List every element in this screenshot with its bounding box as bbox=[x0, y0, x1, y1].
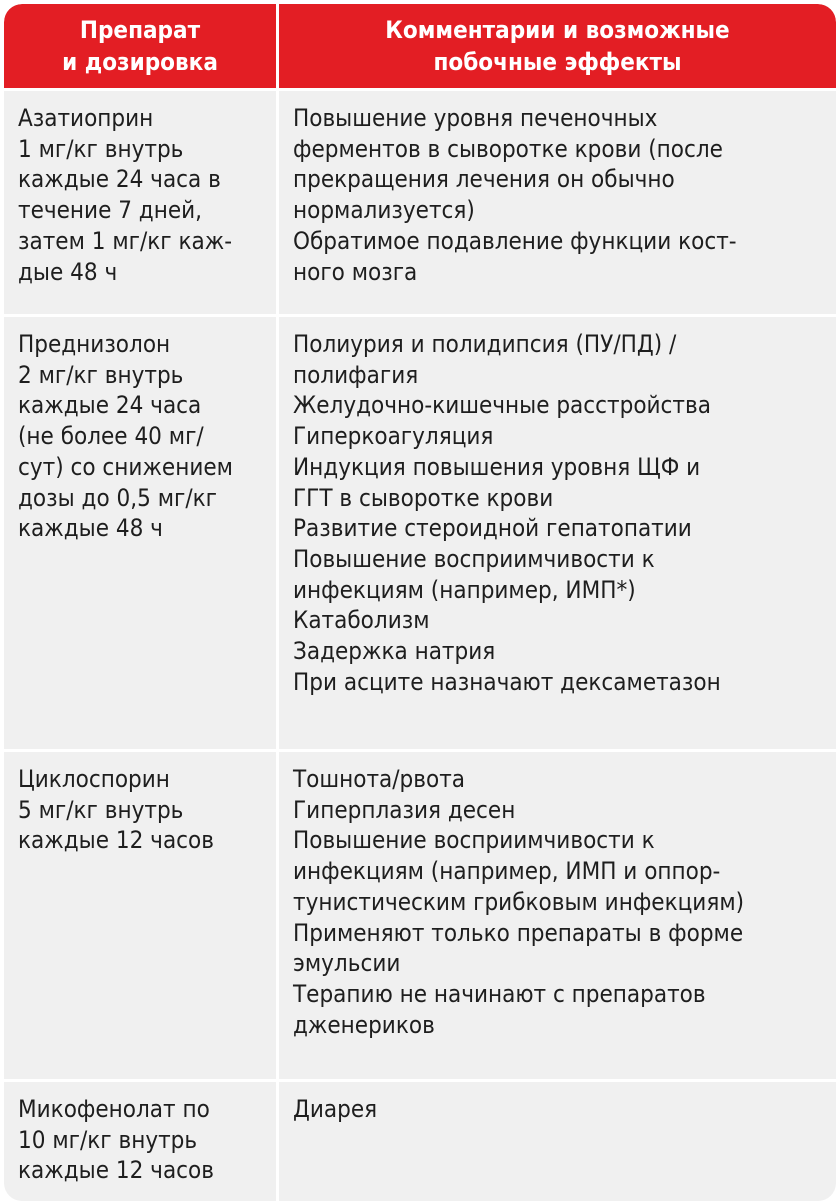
side-effect-line: Повышение восприимчивости к bbox=[293, 544, 655, 573]
drug-dosage-line: 1 мг/кг внутрь bbox=[18, 134, 184, 163]
drug-dosage-cell bbox=[4, 88, 279, 314]
side-effect-line: Диарея bbox=[293, 1095, 378, 1123]
side-effect-line: эмульсии bbox=[293, 949, 401, 978]
drug-dosage-line: каждые 24 часа в bbox=[18, 165, 221, 194]
drug-dosage-line: 5 мг/кг внутрь bbox=[18, 795, 184, 824]
drug-dosage-line: Циклоспорин bbox=[18, 765, 170, 793]
side-effect-line: Повышение восприимчивости к bbox=[293, 826, 655, 855]
table-row bbox=[4, 749, 836, 1079]
drug-dosage-cell bbox=[4, 314, 279, 749]
drug-dosage-line: каждые 48 ч bbox=[18, 514, 163, 543]
side-effect-line: полифагия bbox=[293, 360, 419, 389]
side-effect-line: Применяют только препараты в форме bbox=[293, 918, 744, 947]
side-effect-line: Желудочно-кишечные расстройства bbox=[293, 391, 711, 420]
header-text: побочные эффекты bbox=[433, 48, 682, 76]
drug-dosage-table bbox=[4, 4, 836, 1201]
side-effect-line: прекращения лечения он обычно bbox=[293, 165, 675, 194]
drug-dosage-line: 2 мг/кг внутрь bbox=[18, 360, 184, 389]
side-effect-line: ГГТ в сыворотке крови bbox=[293, 483, 554, 512]
header-text: и дозировка bbox=[62, 48, 218, 76]
header-drug-dosage bbox=[4, 4, 279, 88]
drug-dosage-line: каждые 12 часов bbox=[18, 1156, 214, 1185]
side-effect-line: инфекциям (например, ИМП*) bbox=[293, 575, 636, 604]
drug-dosage-line: затем 1 мг/кг каж- bbox=[18, 226, 232, 255]
side-effect-line: Обратимое подавление функции кост- bbox=[293, 226, 737, 255]
header-text: Комментарии и возможные bbox=[385, 16, 730, 44]
side-effect-line: нормализуется) bbox=[293, 196, 475, 225]
side-effect-line: Задержка натрия bbox=[293, 637, 496, 666]
header-text: Препарат bbox=[79, 16, 201, 44]
side-effects-cell bbox=[279, 88, 836, 314]
header-comments-side-effects bbox=[279, 4, 836, 88]
drug-dosage-line: 10 мг/кг внутрь bbox=[18, 1125, 198, 1154]
drug-dosage-line: дозы до 0,5 мг/кг bbox=[18, 483, 217, 512]
drug-dosage-line: (не более 40 мг/ bbox=[18, 422, 204, 451]
drug-dosage-line: Азатиоприн bbox=[18, 104, 154, 132]
table-row bbox=[4, 314, 836, 749]
side-effect-line: Гиперплазия десен bbox=[293, 795, 516, 824]
drug-dosage-line: каждые 12 часов bbox=[18, 826, 214, 855]
side-effects-cell bbox=[279, 1079, 836, 1201]
table-body bbox=[4, 88, 836, 1201]
side-effect-line: Развитие стероидной гепатопатии bbox=[293, 514, 692, 543]
drug-dosage-cell bbox=[4, 749, 279, 1079]
side-effect-line: Терапию не начинают с препаратов bbox=[293, 979, 706, 1008]
side-effect-line: Катаболизм bbox=[293, 606, 430, 635]
side-effect-line: инфекциям (например, ИМП и оппор- bbox=[293, 857, 721, 886]
side-effects-cell bbox=[279, 749, 836, 1079]
drug-dosage-line: сут) со снижением bbox=[18, 452, 233, 481]
drug-dosage-cell bbox=[4, 1079, 279, 1201]
drug-dosage-line: Микофенолат по bbox=[18, 1095, 210, 1123]
drug-dosage-line: каждые 24 часа bbox=[18, 391, 202, 420]
table-header bbox=[4, 4, 836, 88]
side-effect-line: дженериков bbox=[293, 1010, 435, 1039]
side-effect-line: При асците назначают дексаметазон bbox=[293, 667, 721, 696]
side-effect-line: ного мозга bbox=[293, 257, 418, 286]
side-effect-line: тунистическим грибковым инфекциям) bbox=[293, 887, 745, 916]
side-effect-line: Повышение уровня печеночных bbox=[293, 104, 658, 132]
side-effects-cell bbox=[279, 314, 836, 749]
drug-dosage-line: течение 7 дней, bbox=[18, 196, 203, 225]
table-row bbox=[4, 88, 836, 314]
table-row bbox=[4, 1079, 836, 1201]
drug-dosage-line: дые 48 ч bbox=[18, 257, 118, 286]
side-effect-line: Индукция повышения уровня ЩФ и bbox=[293, 452, 701, 481]
side-effect-line: ферментов в сыворотке крови (после bbox=[293, 134, 723, 163]
side-effect-line: Полиурия и полидипсия (ПУ/ПД) / bbox=[293, 330, 677, 358]
side-effect-line: Тошнота/рвота bbox=[293, 765, 466, 793]
side-effect-line: Гиперкоагуляция bbox=[293, 422, 494, 451]
drug-dosage-line: Преднизолон bbox=[18, 330, 171, 358]
